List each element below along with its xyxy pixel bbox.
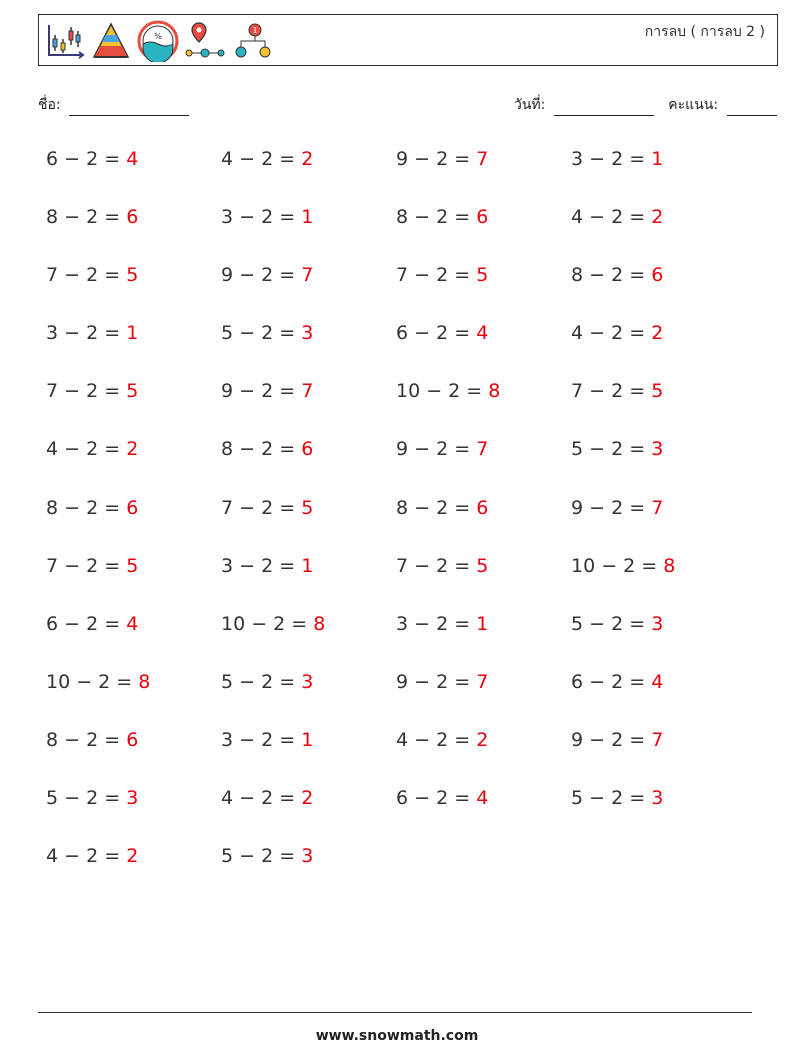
problem-item: [396, 148, 488, 170]
problem-answer: 1: [301, 728, 314, 751]
problem-item: [46, 787, 138, 809]
problem-answer: 2: [651, 322, 664, 345]
problem-question: 7 − 2 =: [396, 554, 477, 577]
problem-item: [46, 555, 138, 577]
problem-answer: 2: [476, 728, 489, 751]
problem-row: [46, 430, 766, 488]
org-chart-icon: [231, 21, 271, 61]
problem-item: [396, 438, 488, 460]
problem-question: 8 − 2 =: [46, 206, 127, 229]
problem-item: [46, 497, 138, 519]
date-label: วันที่:: [514, 97, 546, 113]
problem-question: 3 − 2 =: [221, 728, 302, 751]
footer-divider: [38, 1012, 752, 1013]
problem-question: 9 − 2 =: [396, 148, 477, 170]
problem-item: [571, 206, 663, 228]
problem-item: [571, 787, 663, 809]
problem-answer: 8: [313, 612, 326, 635]
problem-row: [46, 256, 766, 314]
problem-question: 6 − 2 =: [396, 322, 477, 345]
problem-item: [396, 380, 500, 402]
problem-question: 7 − 2 =: [221, 496, 302, 519]
problem-item: [221, 380, 313, 402]
problem-answer: 3: [651, 438, 664, 461]
problem-question: 8 − 2 =: [46, 728, 127, 751]
problem-item: [571, 613, 663, 635]
problem-answer: 6: [126, 496, 139, 519]
problem-row: [46, 372, 766, 430]
problem-question: 6 − 2 =: [46, 148, 127, 170]
problem-answer: 3: [126, 787, 139, 810]
problem-answer: 7: [476, 670, 489, 693]
name-field: [38, 94, 189, 116]
problem-answer: 4: [651, 670, 664, 693]
problem-answer: 7: [476, 148, 489, 170]
problem-item: [396, 322, 488, 344]
problem-answer: 7: [301, 264, 314, 287]
problem-question: 8 − 2 =: [571, 264, 652, 287]
problem-answer: 1: [476, 612, 489, 635]
date-score-field: [514, 94, 777, 116]
problem-answer: 2: [126, 438, 139, 461]
problem-grid: [46, 140, 766, 895]
problem-row: [46, 314, 766, 372]
svg-text:1: 1: [252, 26, 258, 35]
problem-item: [221, 845, 313, 867]
problem-question: 3 − 2 =: [221, 554, 302, 577]
problem-answer: 2: [301, 148, 314, 170]
problem-item: [221, 206, 313, 228]
location-network-icon: [185, 21, 225, 61]
problem-answer: 5: [126, 554, 139, 577]
problem-question: 8 − 2 =: [396, 496, 477, 519]
problem-item: [221, 613, 325, 635]
problem-answer: 7: [651, 728, 664, 751]
problem-item: [396, 264, 488, 286]
problem-question: 7 − 2 =: [46, 554, 127, 577]
problem-answer: 6: [126, 206, 139, 229]
problem-question: 4 − 2 =: [396, 728, 477, 751]
problem-question: 4 − 2 =: [221, 148, 302, 170]
problem-question: 6 − 2 =: [571, 670, 652, 693]
problem-item: [571, 148, 663, 170]
problem-answer: 3: [301, 845, 314, 868]
svg-text:%: %: [154, 32, 162, 41]
problem-question: 7 − 2 =: [396, 264, 477, 287]
problem-item: [396, 671, 488, 693]
problem-question: 6 − 2 =: [396, 787, 477, 810]
problem-answer: 1: [301, 206, 314, 229]
problem-item: [396, 787, 488, 809]
header-icons: [45, 19, 271, 63]
worksheet-title: การลบ ( การลบ 2 ): [644, 24, 765, 40]
problem-item: [46, 671, 150, 693]
problem-item: [46, 845, 138, 867]
problem-question: 5 − 2 =: [221, 670, 302, 693]
problem-item: [571, 497, 663, 519]
problem-answer: 5: [301, 496, 314, 519]
problem-item: [571, 322, 663, 344]
problem-answer: 5: [126, 264, 139, 287]
problem-row: [46, 779, 766, 837]
problem-answer: 7: [476, 438, 489, 461]
problem-answer: 3: [301, 670, 314, 693]
problem-answer: 1: [126, 322, 139, 345]
problem-question: 3 − 2 =: [221, 206, 302, 229]
date-blank: [554, 101, 654, 116]
problem-question: 9 − 2 =: [221, 380, 302, 403]
problem-answer: 6: [651, 264, 664, 287]
problem-item: [221, 671, 313, 693]
problem-item: [46, 148, 138, 170]
problem-answer: 8: [488, 380, 501, 403]
problem-item: [396, 729, 488, 751]
problem-question: 7 − 2 =: [46, 264, 127, 287]
problem-answer: 4: [476, 322, 489, 345]
problem-question: 6 − 2 =: [46, 612, 127, 635]
problem-item: [396, 497, 488, 519]
problem-item: [221, 555, 313, 577]
name-label: ชื่อ:: [38, 97, 61, 113]
problem-question: 4 − 2 =: [221, 787, 302, 810]
problem-question: 10 − 2 =: [221, 612, 314, 635]
problem-item: [571, 729, 663, 751]
problem-answer: 2: [651, 206, 664, 229]
problem-item: [46, 729, 138, 751]
problem-answer: 3: [651, 787, 664, 810]
problem-question: 5 − 2 =: [221, 322, 302, 345]
problem-answer: 6: [126, 728, 139, 751]
problem-row: [46, 489, 766, 547]
problem-answer: 7: [651, 496, 664, 519]
problem-item: [46, 380, 138, 402]
problem-answer: 5: [476, 554, 489, 577]
problem-answer: 8: [663, 554, 676, 577]
problem-answer: 5: [651, 380, 664, 403]
problem-item: [221, 729, 313, 751]
footer-url: www.snowmath.com: [315, 1028, 479, 1044]
problem-question: 5 − 2 =: [221, 845, 302, 868]
problem-answer: 4: [476, 787, 489, 810]
name-blank: [69, 101, 189, 116]
problem-question: 4 − 2 =: [571, 206, 652, 229]
problem-question: 9 − 2 =: [571, 496, 652, 519]
problem-item: [571, 671, 663, 693]
problem-item: [221, 322, 313, 344]
problem-item: [571, 438, 663, 460]
problem-answer: 5: [126, 380, 139, 403]
problem-question: 4 − 2 =: [571, 322, 652, 345]
problem-row: [46, 547, 766, 605]
problem-answer: 4: [126, 612, 139, 635]
problem-row: [46, 198, 766, 256]
header-box: [38, 14, 778, 66]
problem-answer: 6: [476, 496, 489, 519]
problem-question: 4 − 2 =: [46, 845, 127, 868]
problem-answer: 1: [301, 554, 314, 577]
pyramid-chart-icon: [91, 21, 131, 61]
problem-question: 5 − 2 =: [46, 787, 127, 810]
problem-item: [221, 787, 313, 809]
problem-answer: 2: [126, 845, 139, 868]
problem-answer: 3: [301, 322, 314, 345]
problem-answer: 6: [301, 438, 314, 461]
problem-question: 10 − 2 =: [396, 380, 489, 403]
problem-item: [46, 206, 138, 228]
problem-item: [221, 148, 313, 170]
problem-question: 10 − 2 =: [46, 670, 139, 693]
problem-answer: 2: [301, 787, 314, 810]
problem-item: [571, 264, 663, 286]
problem-question: 3 − 2 =: [396, 612, 477, 635]
problem-question: 9 − 2 =: [396, 670, 477, 693]
percentage-gauge-icon: [137, 20, 179, 62]
problem-row: [46, 605, 766, 663]
problem-question: 5 − 2 =: [571, 438, 652, 461]
problem-item: [221, 264, 313, 286]
score-label: คะแนน:: [668, 97, 719, 113]
problem-question: 4 − 2 =: [46, 438, 127, 461]
problem-question: 10 − 2 =: [571, 554, 664, 577]
problem-answer: 8: [138, 670, 151, 693]
problem-question: 8 − 2 =: [221, 438, 302, 461]
problem-answer: 4: [126, 148, 139, 170]
problem-question: 3 − 2 =: [571, 148, 652, 170]
candlestick-chart-icon: [45, 21, 85, 61]
problem-row: [46, 837, 766, 895]
problem-item: [396, 206, 488, 228]
problem-item: [571, 555, 675, 577]
problem-item: [396, 613, 488, 635]
problem-question: 8 − 2 =: [46, 496, 127, 519]
problem-question: 5 − 2 =: [571, 787, 652, 810]
problem-row: [46, 721, 766, 779]
problem-question: 3 − 2 =: [46, 322, 127, 345]
problem-item: [221, 438, 313, 460]
score-blank: [727, 101, 777, 116]
problem-answer: 3: [651, 612, 664, 635]
problem-question: 9 − 2 =: [571, 728, 652, 751]
problem-row: [46, 140, 766, 198]
problem-question: 7 − 2 =: [571, 380, 652, 403]
problem-row: [46, 663, 766, 721]
problem-answer: 6: [476, 206, 489, 229]
problem-answer: 7: [301, 380, 314, 403]
problem-item: [571, 380, 663, 402]
problem-answer: 5: [476, 264, 489, 287]
problem-question: 7 − 2 =: [46, 380, 127, 403]
problem-item: [46, 264, 138, 286]
problem-item: [396, 555, 488, 577]
problem-question: 8 − 2 =: [396, 206, 477, 229]
problem-question: 9 − 2 =: [221, 264, 302, 287]
problem-item: [46, 438, 138, 460]
problem-question: 9 − 2 =: [396, 438, 477, 461]
problem-item: [221, 497, 313, 519]
problem-item: [46, 613, 138, 635]
problem-question: 5 − 2 =: [571, 612, 652, 635]
problem-answer: 1: [651, 148, 664, 170]
problem-item: [46, 322, 138, 344]
